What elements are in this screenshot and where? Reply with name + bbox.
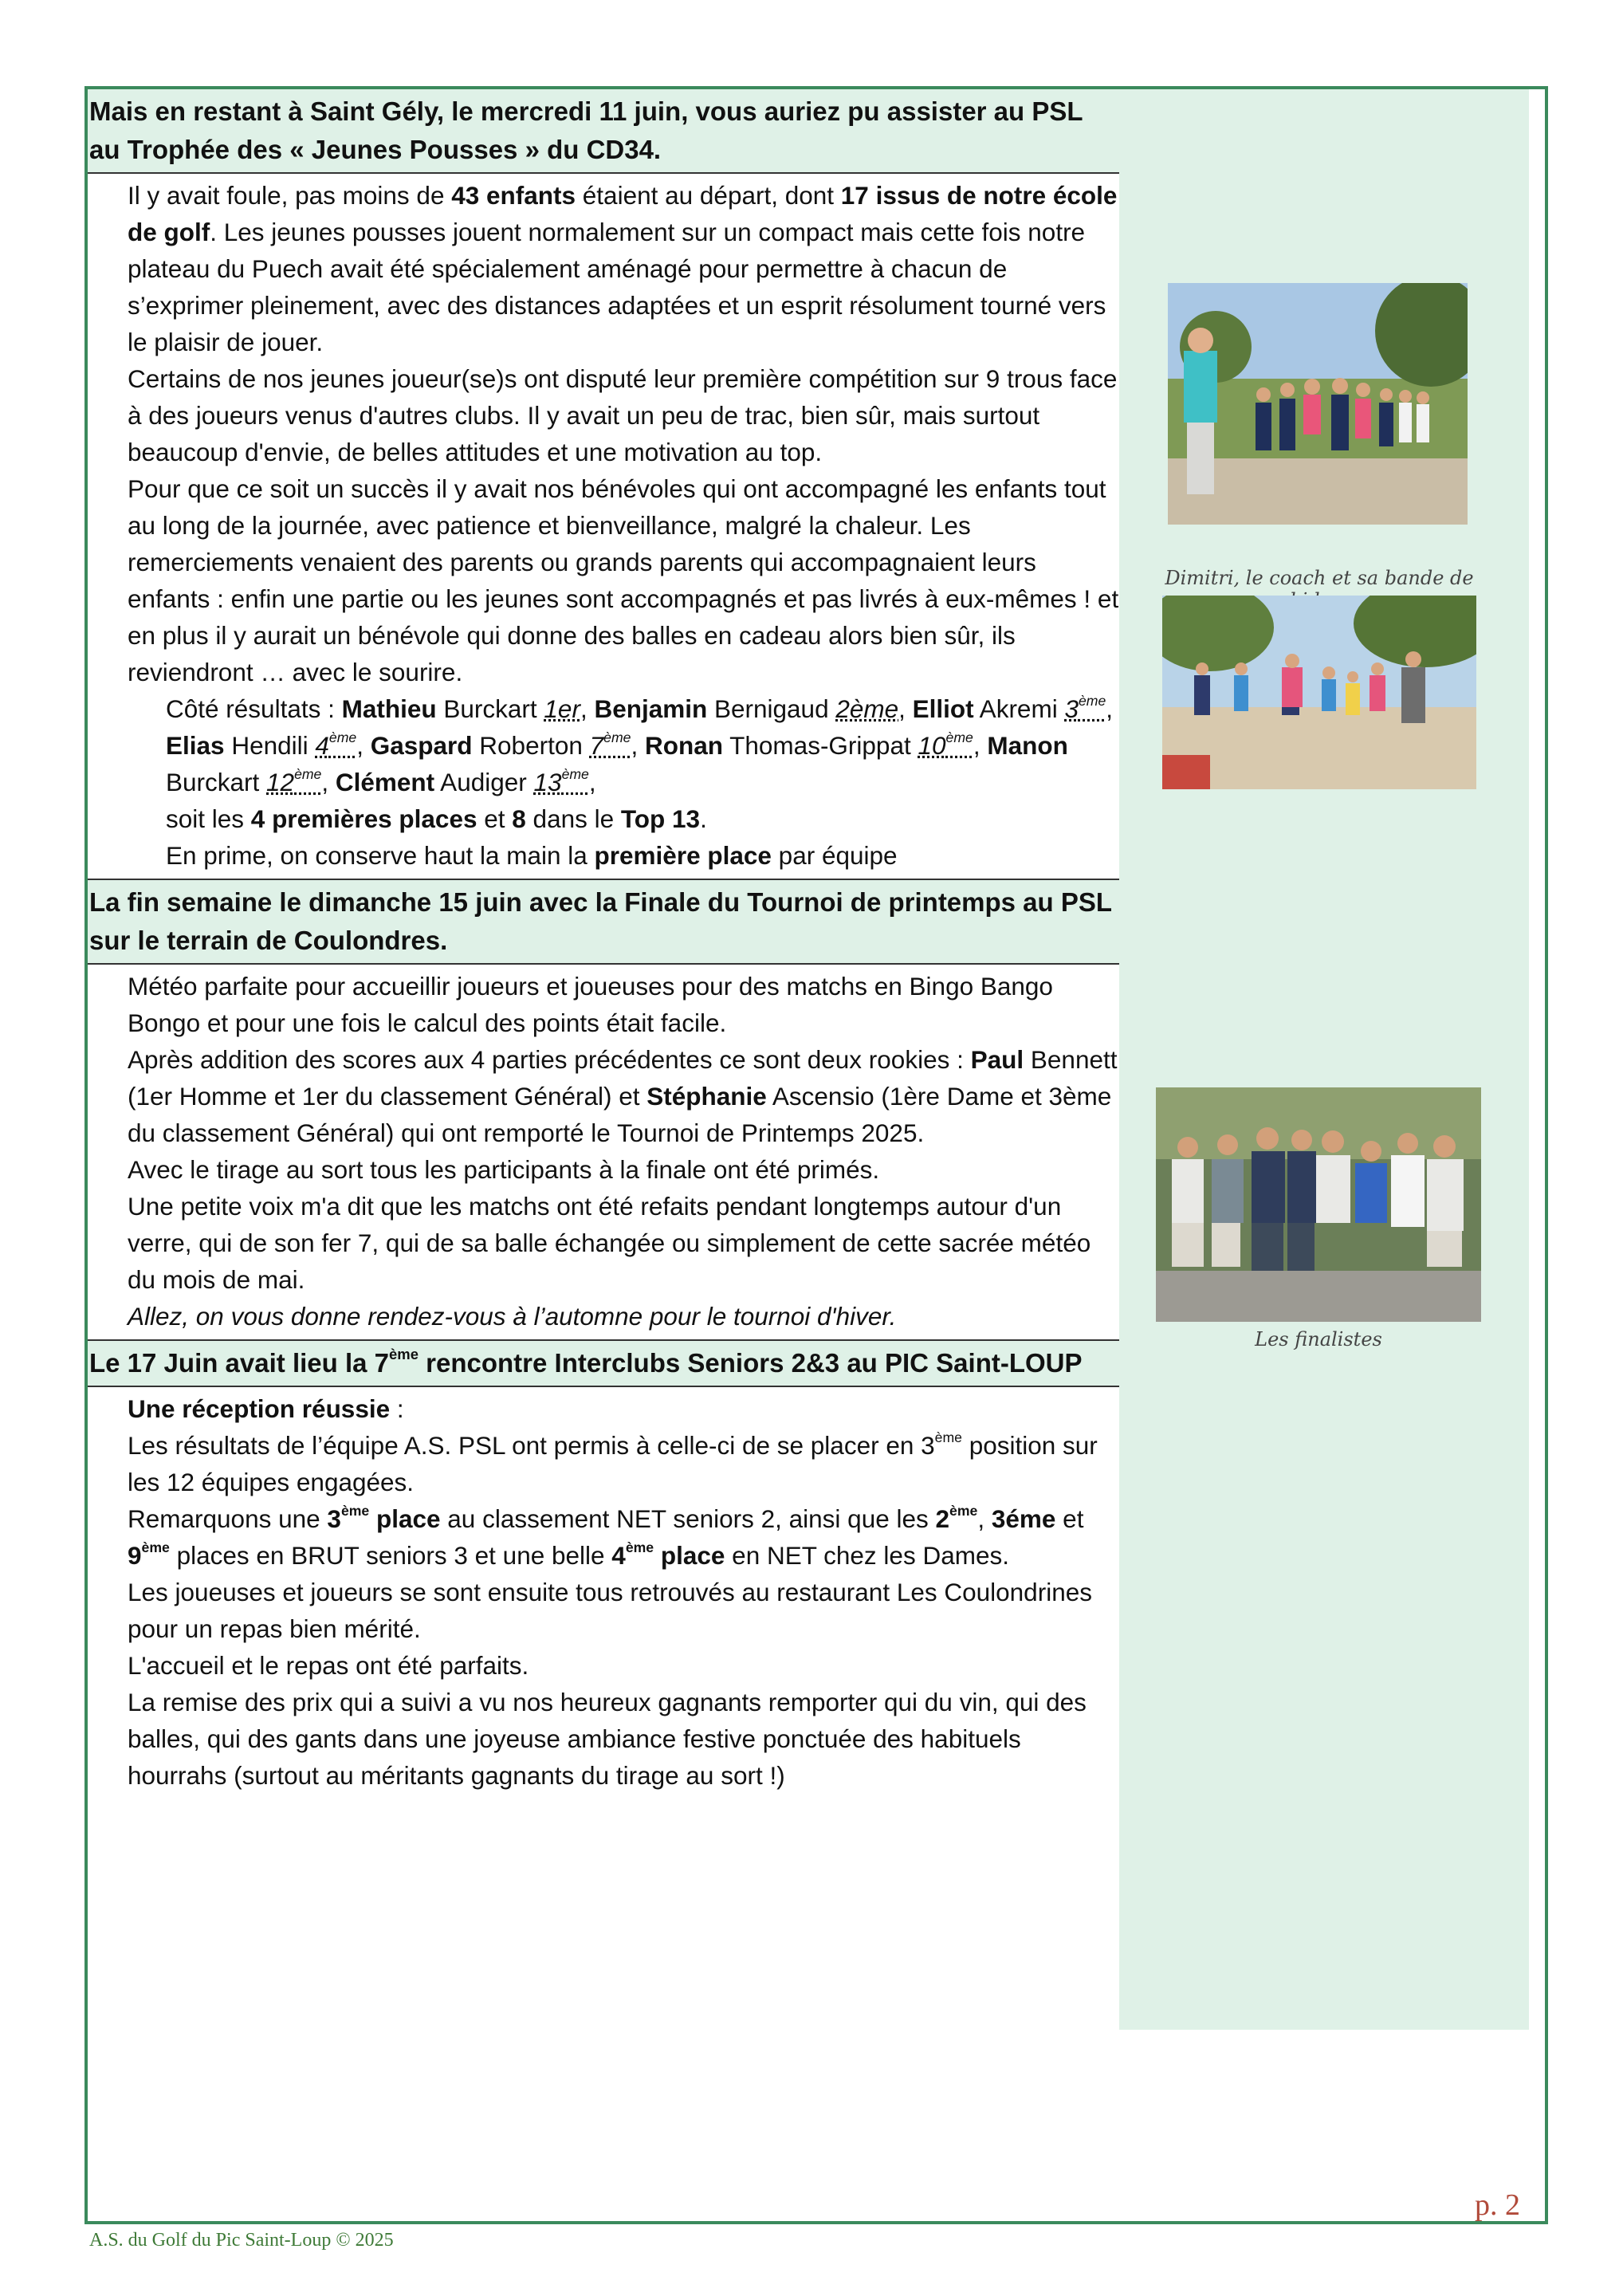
section-body-jeunes-pousses	[88, 174, 1119, 879]
main-column	[88, 89, 1119, 1799]
section-body-interclubs	[88, 1387, 1119, 1799]
photo-caption-kids: Dimitri, le coach et sa bande de	[1165, 567, 1474, 589]
paragraph: Les résultats de l’équipe A.S. PSL ont permis à celle-ci de se placer en 3ème position sur les 12 équipes engagées.	[128, 1429, 1098, 1496]
section-body-tournoi-printemps	[88, 965, 1119, 1339]
paragraph: Allez, on vous donne rendez-vous à l’automne pour le tournoi d'hiver.	[128, 1302, 897, 1331]
paragraph: L'accueil et le repas ont été parfaits.	[128, 1651, 529, 1680]
section-heading-interclubs: Le 17 Juin avait lieu la 7ème rencontre Interclubs Seniors 2&3 au PIC Saint-LOUP	[88, 1339, 1119, 1387]
page-number: p. 2	[1475, 2188, 1520, 2222]
paragraph: Une petite voix m'a dit que les matchs ont été refaits pendant longtemps autour d'un verre, qui de son fer 7, qui de sa balle échangée ou simplement de cette sacrée météo du mois de mai.	[128, 1192, 1091, 1294]
section-heading-jeunes-pousses: Mais en restant à Saint Gély, le mercredi 11 juin, vous auriez pu assister au PSL au Trophée des « Jeunes Pousses » du CD34.	[88, 89, 1119, 174]
photo-kids-group	[1168, 283, 1468, 525]
paragraph: Météo parfaite pour accueillir joueurs et joueuses pour des matchs en Bingo Bango Bongo et pour une fois le calcul des points était facile.	[128, 972, 1053, 1037]
paragraph: Pour que ce soit un succès il y avait nos bénévoles qui ont accompagné les enfants tout au long de la journée, avec patience et bienveillance, malgré la chaleur. Les remerciements venaient des parents ou grands parents qui accompagnaient leurs enfants : enfin une partie ou les jeunes sont accompagnés et pas livrés à eux-mêmes ! et en plus il y aurait un bénévole qui donne des balles en cadeau alors bien sûr, ils reviendront … avec le sourire.	[128, 474, 1119, 686]
photo-caption-finalists: Les finalistes	[1255, 1328, 1382, 1350]
results-prime: En prime, on conserve haut la main la première place par équipe	[166, 841, 898, 870]
results-paragraph: Côté résultats : Mathieu Burckart 1er, Benjamin Bernigaud 2ème, Elliot Akremi 3ème, Elias Hendili 4ème, Gaspard Roberton 7ème, Ronan Thomas-Grippat 10ème, Manon Burckart 12ème, Clément Audiger 13ème,	[166, 692, 1114, 796]
paragraph: Remarquons une 3ème place au classement NET seniors 2, ainsi que les 2ème, 3éme et 9ème places en BRUT seniors 3 et une belle 4ème place en NET chez les Dames.	[128, 1502, 1084, 1570]
paragraph: Après addition des scores aux 4 parties précédentes ce sont deux rookies : Paul Bennett (1er Homme et 1er du classement Général) et Stéphanie Ascensio (1ère Dame et 3ème du classement Général) qui ont remporté le Tournoi de Printemps 2025.	[128, 1045, 1118, 1147]
photo-finalists	[1156, 1087, 1481, 1322]
paragraph: Les joueuses et joueurs se sont ensuite tous retrouvés au restaurant Les Coulondrines pour un repas bien mérité.	[128, 1578, 1092, 1643]
paragraph: La remise des prix qui a suivi a vu nos heureux gagnants remporter qui du vin, qui des balles, qui des gants dans une joyeuse ambiance festive ponctuée des habituels hourrahs (surtout au méritants gagnants du tirage au sort !)	[128, 1688, 1087, 1790]
paragraph: Il y avait foule, pas moins de 43 enfants étaient au départ, dont 17 issus de notre école de golf. Les jeunes pousses jouent normalement sur un compact mais cette fois notre plateau du Puech avait été spécialement aménagé pour permettre à chacun de s’exprimer pleinement, avec des distances adaptées et un esprit résolument tourné vers le plaisir de jouer.	[128, 181, 1118, 356]
photo-crowd	[1162, 596, 1476, 789]
subheading: Une réception réussie :	[128, 1394, 404, 1423]
paragraph: Avec le tirage au sort tous les participants à la finale ont été primés.	[128, 1155, 880, 1184]
paragraph: Certains de nos jeunes joueur(se)s ont disputé leur première compétition sur 9 trous face à des joueurs venus d'autres clubs. Il y avait un peu de trac, bien sûr, mais surtout beaucoup d'envie, de belles attitudes et une motivation au top.	[128, 364, 1118, 466]
results-summary: soit les 4 premières places et 8 dans le Top 13.	[166, 804, 707, 833]
footer-copyright: A.S. du Golf du Pic Saint-Loup © 2025	[89, 2230, 394, 2251]
section-heading-tournoi-printemps: La fin semaine le dimanche 15 juin avec la Finale du Tournoi de printemps au PSL sur le terrain de Coulondres.	[88, 879, 1119, 965]
